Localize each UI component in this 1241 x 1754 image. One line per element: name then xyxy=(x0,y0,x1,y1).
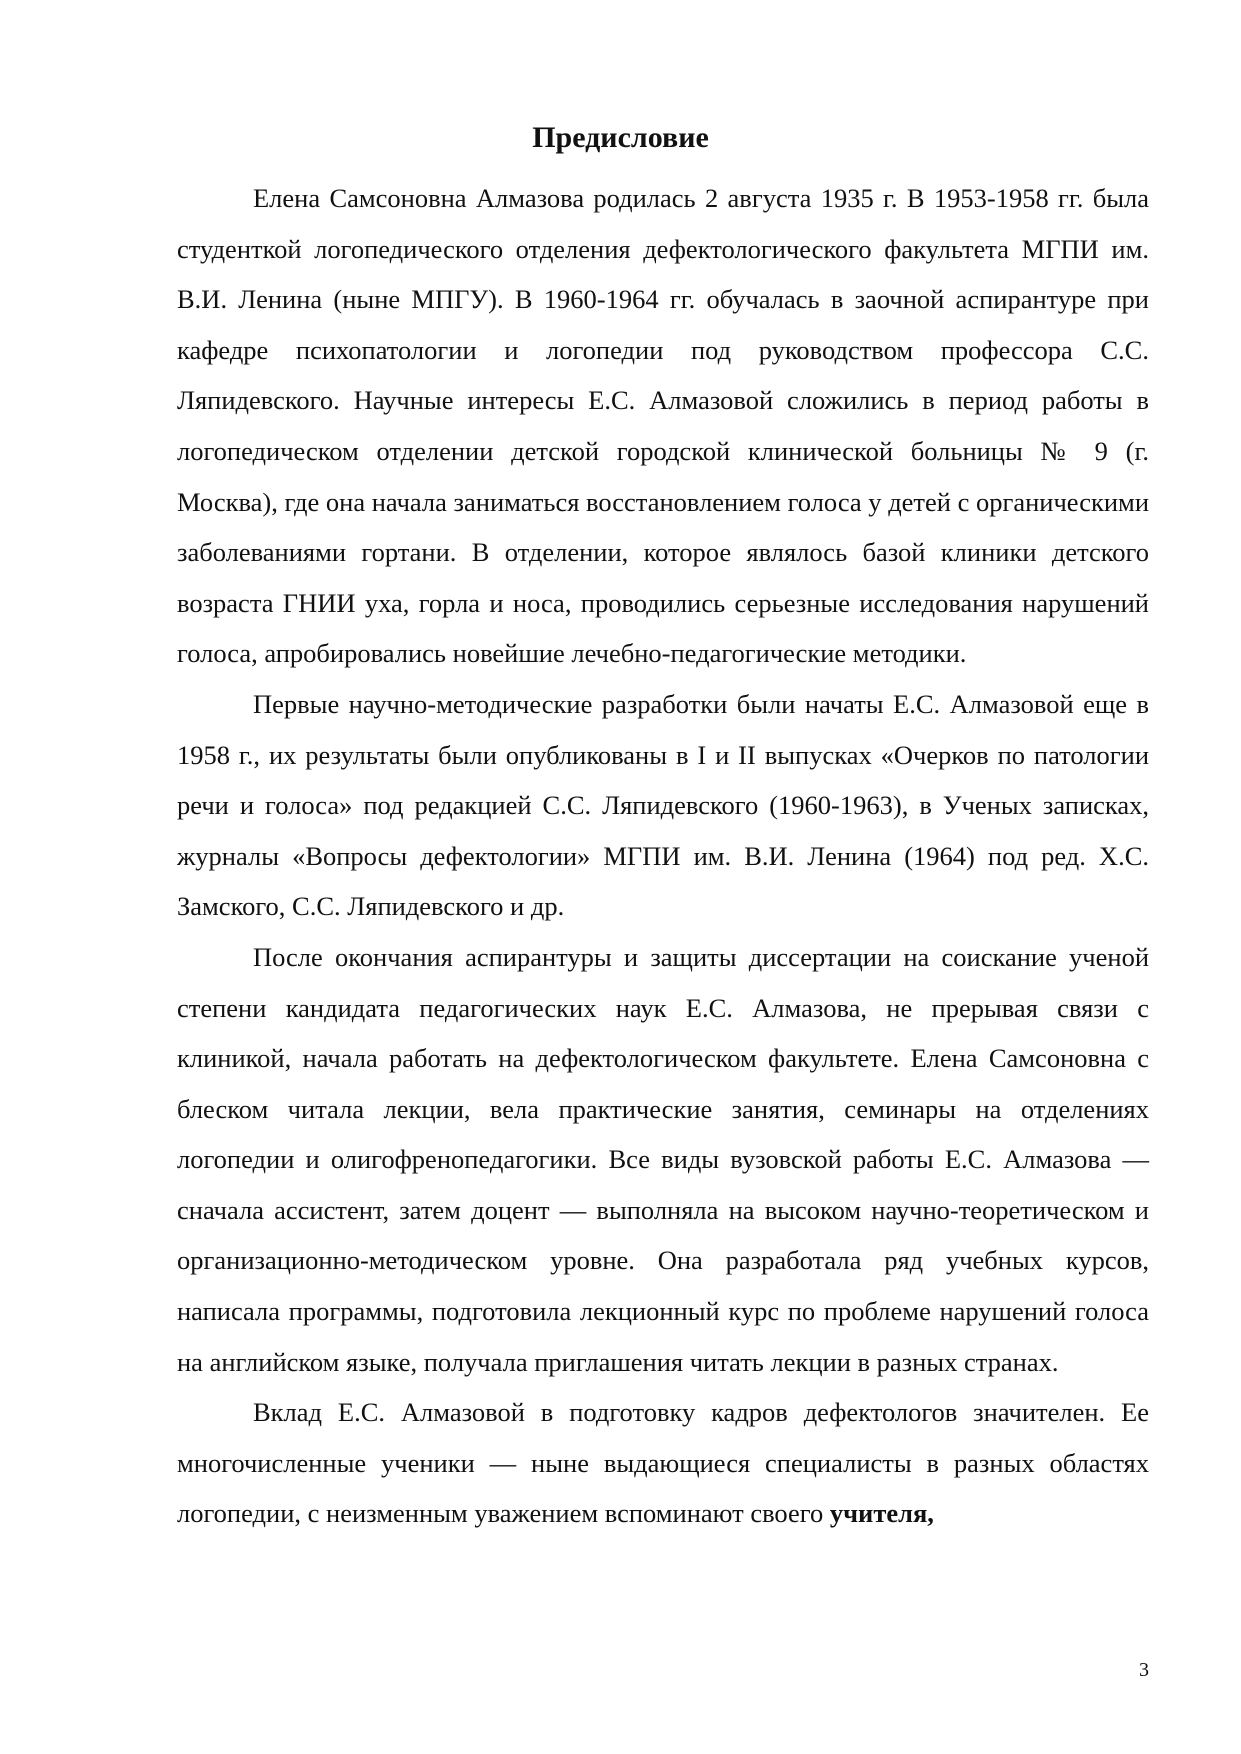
document-body xyxy=(177,173,1149,1539)
page-title: Предисловие xyxy=(532,121,709,154)
page-number: 3 xyxy=(1139,1659,1149,1681)
paragraph-1: Елена Самсоновна Алмазова родилась 2 августа 1935 г. В 1953-1958 гг. была студенткой логопедического отделения дефектологического факультета МГПИ им. В.И. Ленина (ныне МПГУ). В 1960-1964 гг. обучалась в заочной аспирантуре при кафедре психопатологии и логопедии под руководством профессора С.С. Ляпидевского. Научные интересы Е.С. Алмазовой сложились в период работы в логопедическом отделении детской городской клинической больницы № 9 (г. Москва), где она начала заниматься восстановлением голоса у детей с органическими заболеваниями гортани. В отделении, которое являлось базой клиники детского возраста ГНИИ уха, горла и носа, проводились серьезные исследования нарушений голоса, апробировались новейшие лечебно-педагогические методики. xyxy=(177,183,1149,669)
paragraph-3: После окончания аспирантуры и защиты диссертации на соискание ученой степени кандидата педагогических наук Е.С. Алмазова, не прерывая связи с клиникой, начала работать на дефектологическом факультете. Елена Самсоновна с блеском читала лекции, вела практические занятия, семинары на отделениях логопедии и олигофренопедагогики. Все виды вузовской работы Е.С. Алмазова — сначала ассистент, затем доцент — выполняла на высоком научно-теоретическом и организационно-методическом уровне. Она разработала ряд учебных курсов, написала программы, подготовила лекционный курс по проблеме нарушений голоса на английском языке, получала приглашения читать лекции в разных странах. xyxy=(177,941,1149,1377)
paragraph-4 xyxy=(177,1387,1149,1539)
paragraph-2: Первые научно-методические разработки были начаты Е.С. Алмазовой еще в 1958 г., их результаты были опубликованы в I и II выпусках «Очерков по патологии речи и голоса» под редакцией С.С. Ляпидевского (1960-1963), в Ученых записках, журналы «Вопросы дефектологии» МГПИ им. В.И. Ленина (1964) под ред. Х.С. Замского, С.С. Ляпидевского и др. xyxy=(177,688,1149,922)
paragraph-4-bold-tail: учителя, xyxy=(829,1498,934,1529)
paragraph-4-text: Вклад Е.С. Алмазовой в подготовку кадров дефектологов значителен. Ее многочисленные ученики — ныне выдающиеся специалисты в разных областях логопедии, с неизменным уважением вспоминают своего xyxy=(177,1397,1149,1529)
